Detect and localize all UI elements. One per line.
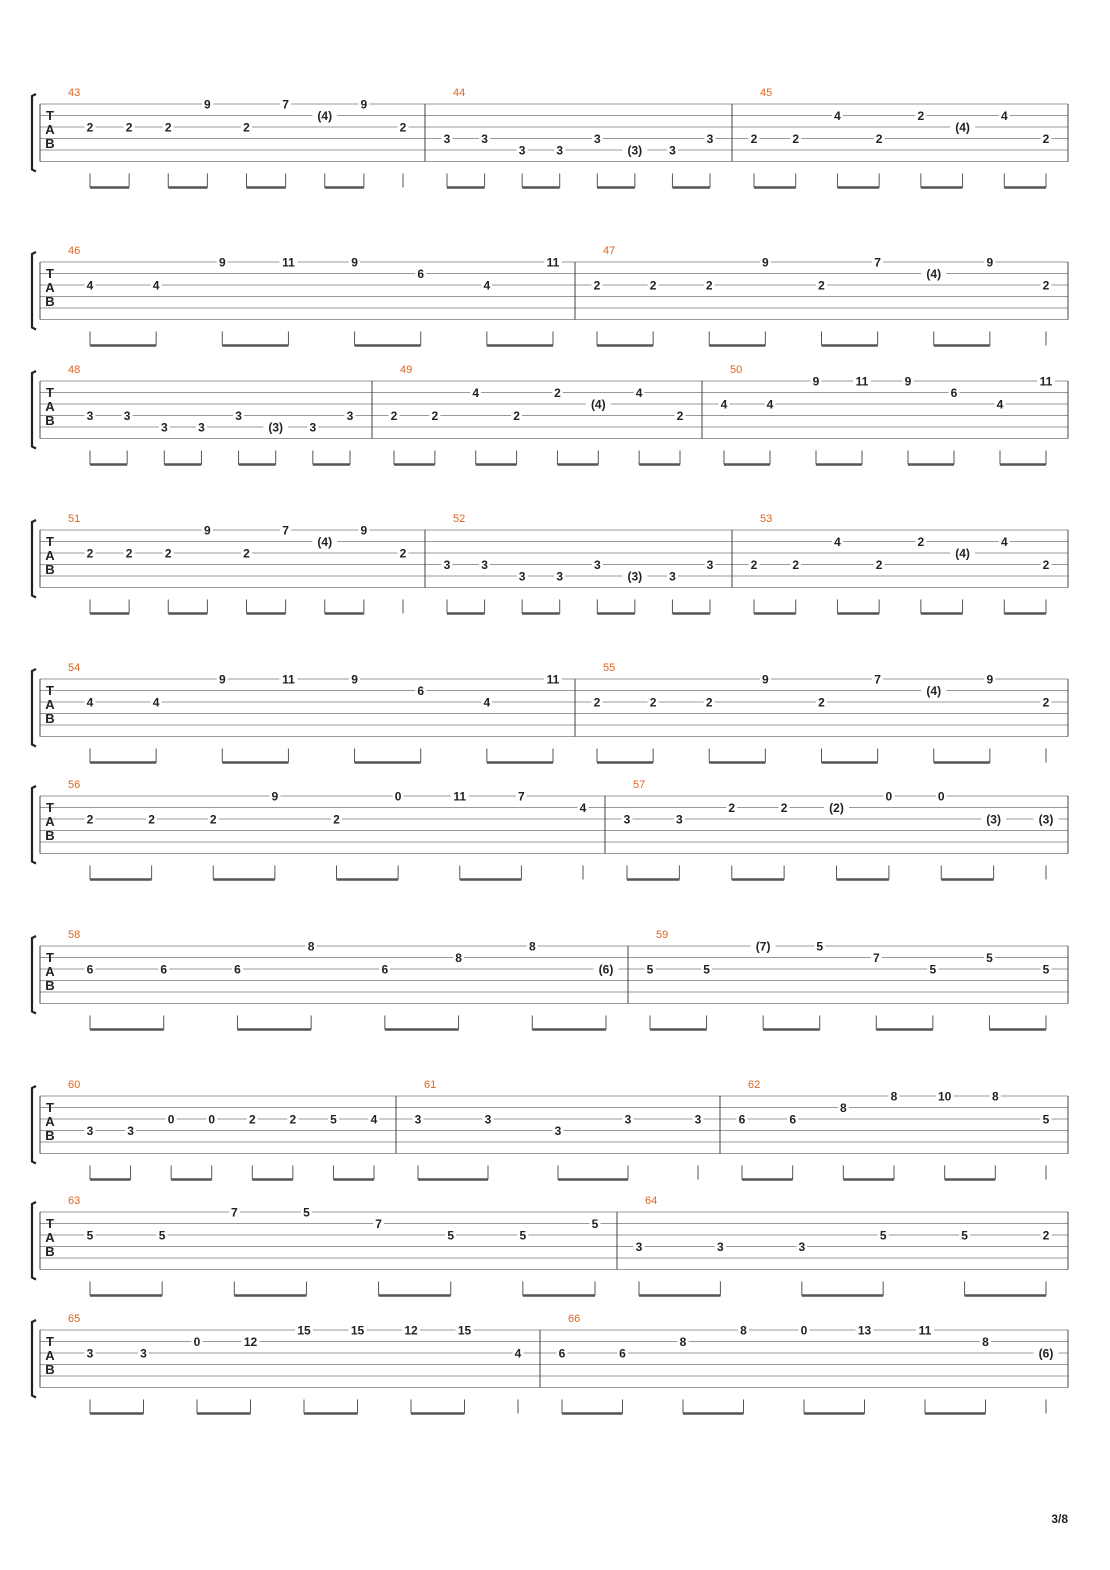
measure [68,513,409,614]
fret-number: 7 [282,97,289,112]
measure [68,87,409,188]
measure-number: 45 [760,87,773,99]
fret-number: 2 [248,1112,256,1127]
fret-number: 11 [282,255,295,270]
fret-number: 3 [624,1112,632,1127]
measure [737,1079,1052,1180]
fret-number: 5 [816,939,824,954]
fret-number: 2 [818,695,825,710]
fret-number: (4) [955,546,970,561]
fret-number: 5 [86,1228,94,1243]
fret-number: 3 [414,1112,422,1127]
fret-number: 6 [417,267,425,281]
tab-clef-letter: T [46,950,54,965]
fret-number: 6 [789,1112,797,1127]
tab-clef-letter: A [45,697,55,712]
fret-number: 2 [148,812,155,827]
tab-clef-letter: A [45,122,55,137]
tab-system [32,513,1068,614]
fret-number: 2 [875,132,883,146]
measure [749,513,1052,614]
measure-number: 52 [453,513,466,525]
measure [442,87,716,188]
fret-number: 0 [167,1112,175,1127]
tab-system [32,245,1068,346]
fret-number: 13 [857,1323,872,1338]
fret-number: 3 [86,1346,94,1361]
tab-system [32,1079,1068,1180]
fret-number: 3 [593,132,601,146]
measure-number: 62 [748,1079,761,1091]
fret-number: 3 [481,132,488,146]
fret-number: 2 [86,812,94,827]
fret-number: (7) [755,939,771,954]
fret-number: 8 [839,1101,847,1115]
fret-number: 4 [720,397,728,412]
fret-number: 3 [86,409,94,423]
measure [68,1313,524,1414]
system-bracket [32,786,36,864]
system-bracket [32,669,36,747]
fret-number: (6) [598,962,614,977]
system-bracket [32,936,36,1014]
measure-number: 43 [68,87,81,99]
fret-number: 8 [455,951,462,965]
measure-number: 65 [68,1313,81,1325]
fret-number: 4 [834,109,841,123]
fret-number: 2 [431,409,439,423]
fret-number: 3 [623,812,631,827]
fret-number: 3 [556,569,564,584]
fret-number: 2 [780,801,788,815]
fret-number: (3) [627,569,643,584]
fret-number: 9 [762,672,769,687]
fret-number: 2 [649,695,657,710]
fret-number: 2 [86,546,94,561]
fret-number: 11 [453,789,467,804]
fret-number: 4 [635,386,643,400]
measure-number: 57 [633,779,646,791]
tab-clef-letter: T [46,266,54,281]
fret-number: 2 [164,120,172,135]
tab-clef-letter: B [45,1362,55,1377]
tab-clef-letter: B [45,136,55,151]
fret-number: 9 [904,374,912,389]
fret-number: 5 [519,1228,527,1243]
fret-number: 5 [929,962,937,977]
fret-number: 0 [394,789,402,804]
fret-number: 5 [961,1228,968,1243]
fret-number: 2 [125,120,133,135]
fret-number: 4 [579,801,587,815]
fret-number: (3) [1038,812,1054,827]
measure [68,245,562,346]
fret-number: 8 [991,1089,999,1104]
fret-number: 12 [243,1335,258,1349]
measure-number: 63 [68,1195,81,1207]
fret-number: 5 [879,1228,887,1243]
system-bracket [32,94,36,172]
measure-number: 58 [68,929,81,941]
measure [749,87,1052,188]
fret-number: 4 [472,386,480,400]
fret-number: 5 [330,1112,337,1127]
measure-number: 49 [400,364,413,376]
fret-number: 5 [158,1228,166,1243]
tab-clef-letter: B [45,711,55,726]
fret-number: 2 [593,278,601,293]
measure [634,1195,1052,1296]
measure [592,662,1052,763]
fret-number: 6 [738,1112,746,1127]
fret-number: 4 [766,397,774,412]
tab-clef-letter: T [46,385,54,400]
fret-number: (4) [926,684,942,698]
fret-number: 9 [204,97,211,112]
measure [68,929,619,1030]
fret-number: 8 [679,1335,687,1349]
fret-number: 6 [558,1346,566,1361]
fret-number: 3 [443,558,451,572]
fret-number: 3 [127,1124,134,1138]
fret-number: 9 [218,255,226,270]
fret-number: 7 [874,672,881,687]
fret-number: 2 [1042,695,1050,710]
fret-number: 2 [399,546,407,561]
measure [442,513,716,614]
fret-number: (3) [268,420,284,435]
tab-clef-letter: A [45,1348,55,1363]
fret-number: 2 [593,695,601,710]
fret-number: 2 [209,812,217,827]
fret-number: 4 [152,278,160,293]
fret-number: 2 [649,278,657,293]
fret-number: 4 [86,278,94,293]
fret-number: 3 [484,1112,492,1127]
fret-number: 8 [307,939,315,954]
tab-clef-letter: B [45,978,55,993]
tab-system [32,779,1068,880]
tab-system [32,1195,1068,1296]
measure [622,779,1059,880]
fret-number: 3 [309,420,317,435]
fret-number: 3 [694,1112,702,1127]
fret-number: 3 [717,1240,724,1254]
fret-number: 15 [350,1323,365,1338]
fret-number: 9 [360,523,368,538]
fret-number: (4) [590,397,606,412]
system-bracket [32,520,36,598]
fret-number: 2 [705,278,713,293]
fret-number: 5 [303,1205,310,1220]
measure [68,364,356,465]
measure [68,1079,380,1180]
fret-number: 5 [1042,1112,1050,1127]
fret-number: 2 [513,409,520,423]
system-bracket [32,1320,36,1398]
fret-number: 7 [375,1217,382,1231]
fret-number: 2 [554,386,561,400]
fret-number: 4 [483,278,491,293]
fret-number: (4) [955,120,970,135]
fret-number: 2 [676,409,684,423]
fret-number: 2 [164,546,172,561]
fret-number: 11 [546,672,560,687]
fret-number: 8 [890,1089,898,1104]
fret-number: 3 [676,812,683,827]
fret-number: 4 [514,1346,522,1361]
tab-clef-letter: T [46,1216,54,1231]
fret-number: 4 [1000,535,1008,549]
fret-number: 2 [818,278,825,293]
fret-number: 6 [234,962,241,977]
fret-number: 0 [885,789,893,804]
fret-number: 9 [204,523,211,538]
fret-number: 2 [399,120,407,135]
measure [557,1313,1059,1414]
fret-number: 3 [443,132,451,146]
fret-number: 2 [792,132,800,146]
fret-number: 2 [1042,558,1050,572]
measure-number: 54 [68,662,81,674]
fret-number: 0 [193,1335,201,1349]
fret-number: 11 [282,672,295,687]
tab-clef-letter: T [46,534,54,549]
measure-number: 64 [645,1195,658,1207]
fret-number: 7 [518,789,525,804]
fret-number: 9 [271,789,279,804]
tab-clef-letter: A [45,548,55,563]
tab-system [32,662,1068,763]
measure-number: 53 [760,513,773,525]
tab-clef-letter: A [45,1114,55,1129]
measure-number: 55 [603,662,616,674]
fret-number: 5 [986,951,993,965]
tab-clef-letter: B [45,828,55,843]
system-bracket [32,1202,36,1280]
fret-number: 6 [950,386,958,400]
fret-number: 11 [918,1323,932,1338]
measure-number: 47 [603,245,616,257]
fret-number: 3 [635,1240,643,1254]
fret-number: 6 [417,684,425,698]
fret-number: 3 [554,1124,562,1138]
fret-number: 4 [483,695,491,710]
fret-number: 4 [996,397,1004,412]
fret-number: 5 [447,1228,455,1243]
tab-clef-letter: B [45,413,55,428]
fret-number: 4 [1000,109,1008,123]
tab-clef-letter: T [46,1334,54,1349]
fret-number: 6 [160,962,168,977]
fret-number: (3) [986,812,1001,827]
fret-number: 2 [705,695,713,710]
fret-number: (4) [926,267,942,281]
fret-number: 9 [986,672,994,687]
measure [68,662,562,763]
fret-number: 2 [917,109,925,123]
fret-number: 2 [289,1112,297,1127]
fret-number: 3 [798,1240,806,1254]
fret-number: 11 [1039,374,1053,389]
fret-number: 8 [982,1335,989,1349]
measure-number: 61 [424,1079,437,1091]
measure [592,245,1052,346]
fret-number: 9 [762,255,769,270]
tab-system [32,364,1068,465]
fret-number: 3 [669,569,676,584]
fret-number: 3 [346,409,354,423]
measure [413,1079,704,1180]
fret-number: 2 [750,558,758,572]
fret-number: 2 [243,120,250,135]
fret-number: 0 [800,1323,808,1338]
fret-number: 2 [875,558,883,572]
fret-number: 9 [360,97,368,112]
fret-number: 2 [86,120,94,135]
fret-number: (3) [627,143,643,158]
fret-number: 3 [518,143,526,158]
fret-number: 4 [834,535,841,549]
fret-number: 3 [518,569,526,584]
page-number: 3/8 [1051,1512,1068,1526]
system-bracket [32,371,36,449]
fret-number: 3 [593,558,601,572]
fret-number: 8 [740,1323,747,1338]
fret-number: 2 [1042,1228,1050,1243]
fret-number: 3 [160,420,168,435]
fret-number: 5 [646,962,654,977]
measure-number: 50 [730,364,743,376]
fret-number: 15 [457,1323,472,1338]
tab-clef-letter: A [45,280,55,295]
tab-system [32,929,1068,1030]
fret-number: 3 [706,558,714,572]
tab-clef-letter: A [45,964,55,979]
fret-number: 10 [937,1089,952,1104]
fret-number: 6 [86,962,94,977]
fret-number: 5 [591,1217,599,1231]
fret-number: 5 [1042,962,1050,977]
fret-number: 3 [706,132,714,146]
tab-clef-letter: T [46,108,54,123]
fret-number: 12 [404,1323,418,1338]
fret-number: 2 [917,535,925,549]
fret-number: 2 [390,409,398,423]
fret-number: 2 [1042,132,1050,146]
tab-clef-letter: A [45,399,55,414]
tab-clef-letter: T [46,683,54,698]
measure [389,364,686,465]
fret-number: 8 [528,939,536,954]
fret-number: 0 [208,1112,216,1127]
fret-number: 6 [381,962,389,977]
fret-number: 0 [937,789,945,804]
tab-clef-letter: T [46,800,54,815]
fret-number: (4) [317,109,333,123]
fret-number: 9 [218,672,226,687]
fret-number: 2 [333,812,340,827]
measure [719,364,1056,465]
measure-number: 60 [68,1079,81,1091]
tab-clef-letter: B [45,1244,55,1259]
fret-number: (4) [317,535,333,549]
fret-number: 11 [855,374,869,389]
fret-number: 9 [812,374,820,389]
fret-number: 3 [140,1346,147,1361]
fret-number: 7 [230,1205,238,1220]
measure-number: 44 [453,87,466,99]
fret-number: 9 [351,672,358,687]
fret-number: 11 [546,255,560,270]
fret-number: 9 [351,255,358,270]
fret-number: 2 [750,132,758,146]
measure-number: 56 [68,779,81,791]
fret-number: 3 [669,143,676,158]
measure [68,779,589,880]
fret-number: 3 [556,143,564,158]
tab-system [32,87,1068,188]
fret-number: 3 [198,420,205,435]
fret-number: (6) [1038,1346,1054,1361]
system-bracket [32,252,36,330]
fret-number: 7 [872,951,880,965]
tab-clef-letter: A [45,1230,55,1245]
measure-number: 59 [656,929,669,941]
fret-number: 2 [125,546,133,561]
fret-number: 3 [481,558,488,572]
fret-number: 4 [86,695,94,710]
fret-number: 3 [86,1124,94,1138]
fret-number: 7 [282,523,289,538]
fret-number: 4 [370,1112,378,1127]
measure [645,929,1052,1030]
fret-number: 9 [986,255,994,270]
tab-clef-letter: B [45,562,55,577]
fret-number: 5 [703,962,710,977]
measure-number: 48 [68,364,81,376]
measure [68,1195,601,1296]
system-bracket [32,1086,36,1164]
fret-number: 7 [874,255,881,270]
fret-number: 6 [619,1346,626,1361]
measure-number: 51 [68,513,81,525]
measure-number: 66 [568,1313,581,1325]
tab-system [32,1313,1068,1414]
fret-number: 15 [297,1323,311,1338]
measure-number: 46 [68,245,81,257]
tab-clef-letter: B [45,1128,55,1143]
tab-clef-letter: T [46,1100,54,1115]
fret-number: 2 [1042,278,1050,293]
fret-number: 2 [792,558,800,572]
fret-number: (2) [829,801,844,815]
fret-number: 3 [235,409,242,423]
fret-number: 4 [152,695,160,710]
tab-clef-letter: A [45,814,55,829]
tab-clef-letter: B [45,294,55,309]
fret-number: 2 [728,801,736,815]
fret-number: 2 [243,546,250,561]
fret-number: 3 [123,409,131,423]
